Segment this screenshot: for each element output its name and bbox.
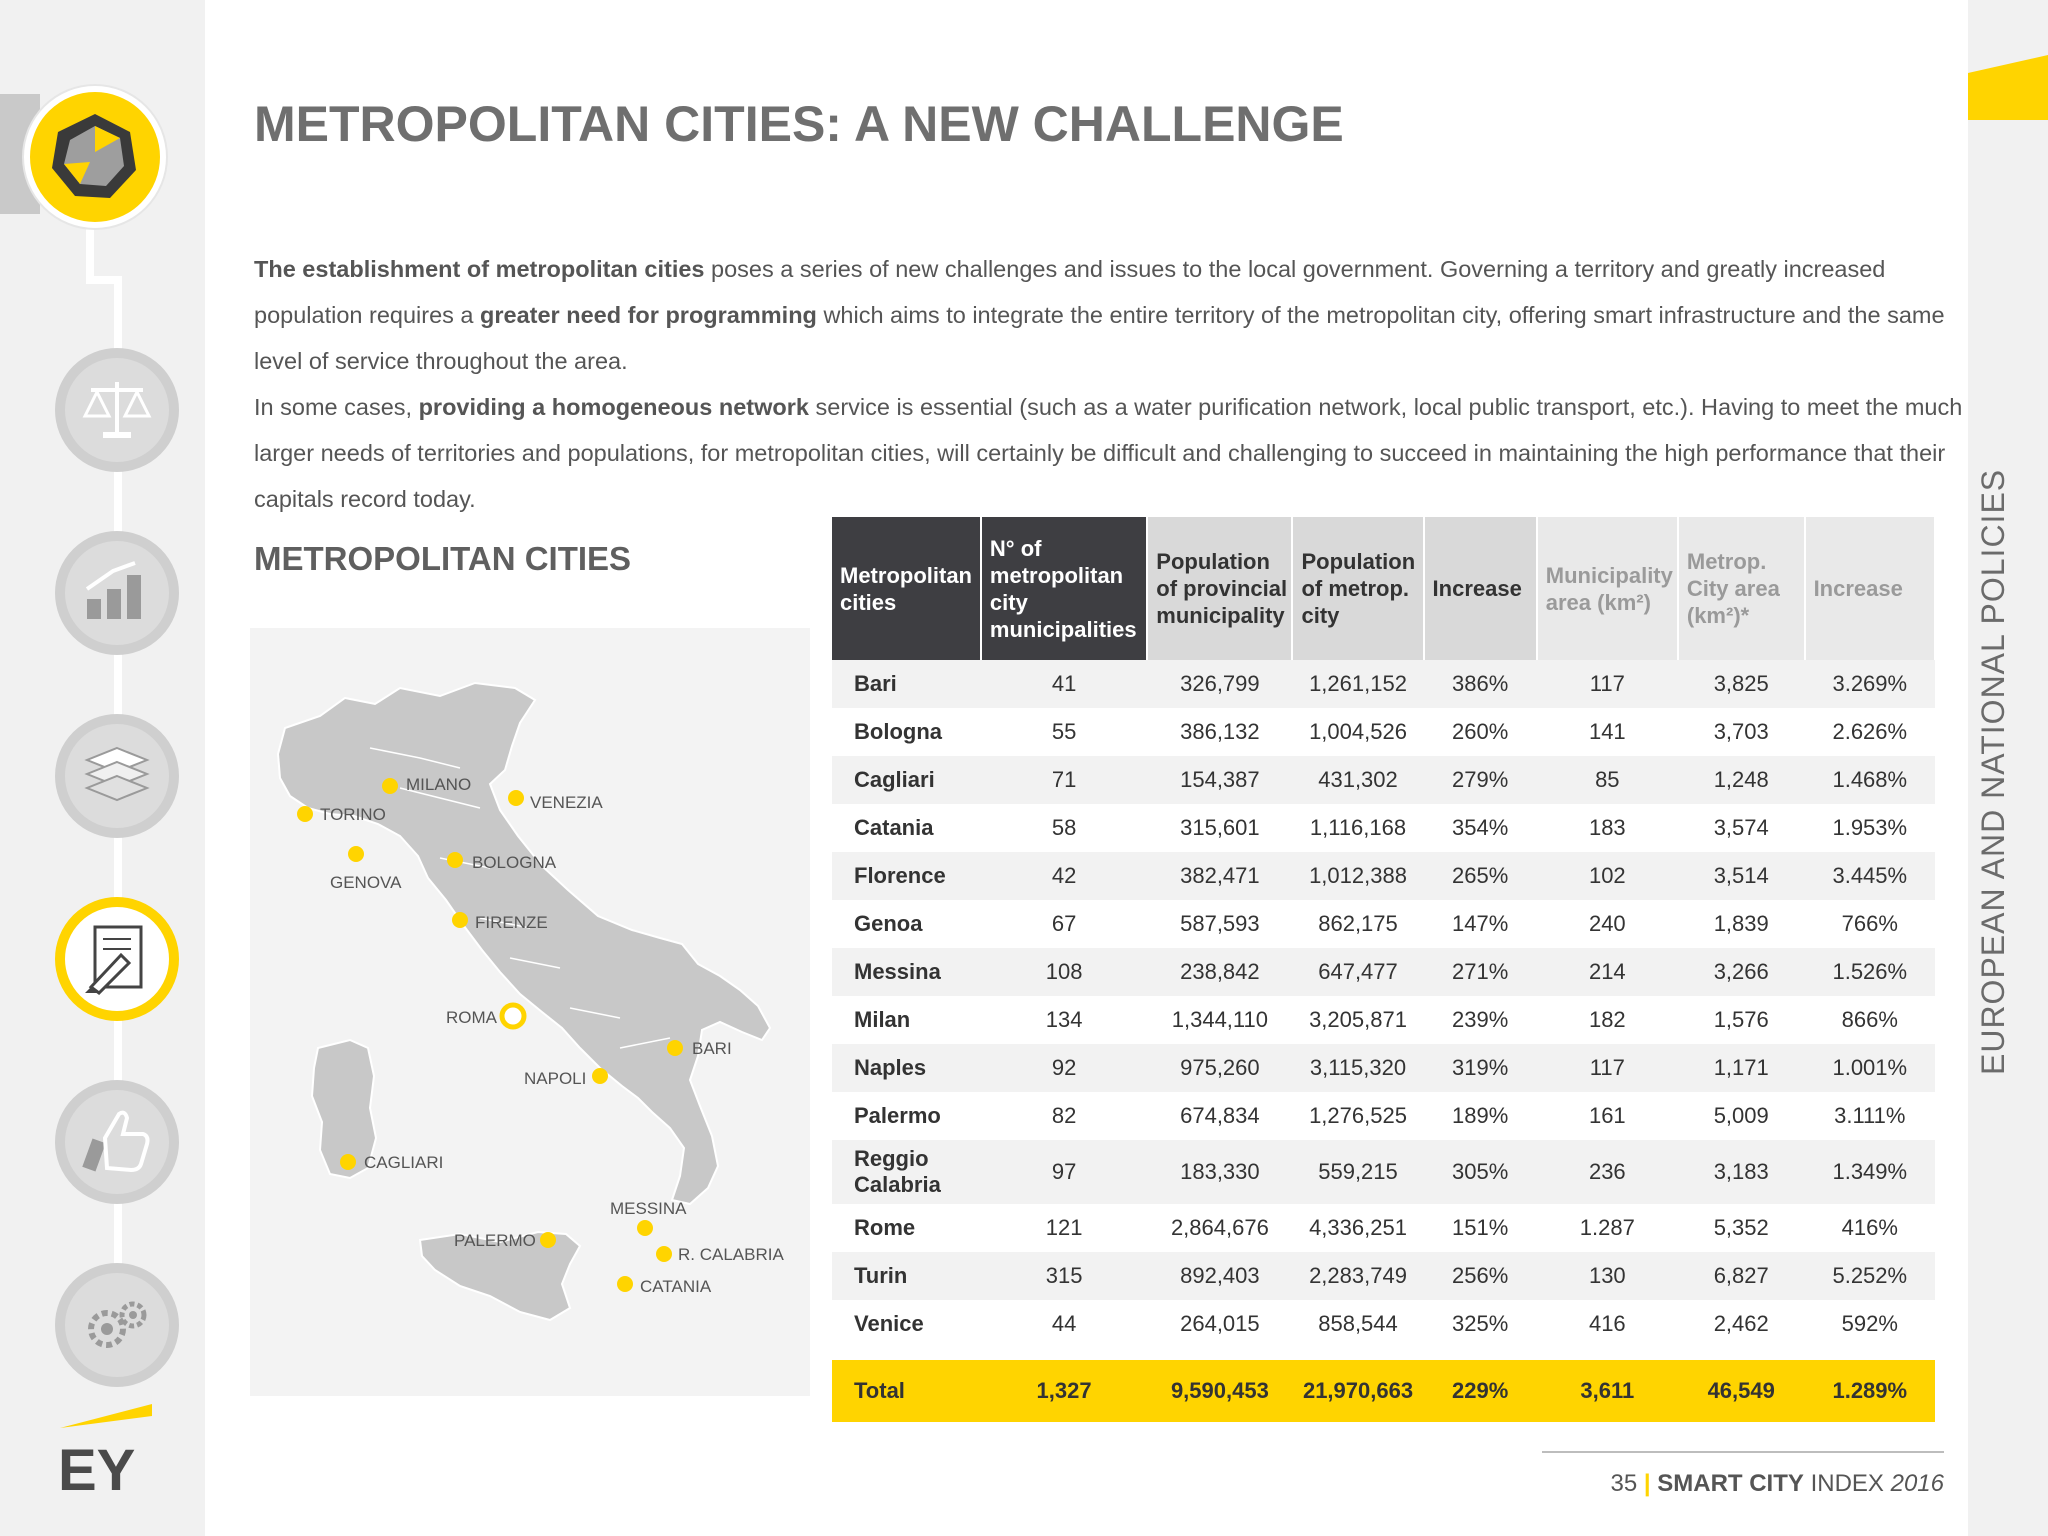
map-label-roma: ROMA	[446, 1008, 497, 1027]
city-dot-firenze	[452, 912, 468, 928]
yellow-corner-accent	[1968, 55, 2048, 120]
city-dot-rcalabria	[656, 1246, 672, 1262]
table-row	[832, 996, 1935, 1044]
cell-pop-prov: 264,015	[1180, 1311, 1260, 1336]
city-dot-cagliari	[340, 1154, 356, 1170]
cell-increase-2: 3.111%	[1834, 1103, 1906, 1128]
cell-n: 134	[1045, 1007, 1083, 1032]
city-dot-catania	[617, 1276, 633, 1292]
header-pop-provincial: Population of provincial municipality	[1147, 517, 1292, 660]
table-row	[832, 660, 1935, 708]
cell-n: 82	[1051, 1103, 1077, 1128]
table-row	[832, 1204, 1935, 1252]
cell-n: 71	[981, 756, 1147, 804]
header-metrop-area: Metrop. City area (km²)*	[1678, 517, 1805, 660]
cell-n: 55	[1051, 719, 1077, 744]
cell-n: 67	[1051, 911, 1077, 936]
cell-pop-metro: 1,116,168	[1309, 815, 1407, 840]
cell-area-metro: 3,703	[1713, 719, 1769, 744]
map-label-palermo: PALERMO	[454, 1231, 536, 1250]
table-row	[832, 1252, 1935, 1300]
cell-area-mun: 117	[1537, 660, 1678, 708]
table-row	[832, 852, 1935, 900]
ey-logo	[58, 1398, 158, 1498]
intro-text-3: In some cases,	[254, 394, 419, 420]
cell-n: 108	[981, 948, 1147, 996]
cell-pop-metro: 1,004,526	[1309, 719, 1407, 744]
cell-increase-2: 1.526%	[1805, 948, 1935, 996]
cell-pop-prov: 975,260	[1147, 1044, 1292, 1092]
cell-area-metro: 3,574	[1713, 815, 1769, 840]
cell-area-mun: 117	[1537, 1044, 1678, 1092]
cell-pop-prov: 382,471	[1147, 852, 1292, 900]
cell-increase-2: 2.626%	[1832, 719, 1908, 744]
cell-n: 315	[981, 1252, 1147, 1300]
cell-pop-prov: 674,834	[1180, 1103, 1260, 1128]
cell-area-metro: 5,009	[1713, 1103, 1769, 1128]
cell-area-mun: 416	[1588, 1311, 1626, 1336]
city-dot-torino	[297, 806, 313, 822]
city-dot-genova	[348, 846, 364, 862]
cell-city: Bologna	[854, 719, 942, 744]
city-dot-roma	[502, 1005, 524, 1027]
cell-city: Messina	[832, 948, 981, 996]
map-label-cagliari: CAGLIARI	[364, 1153, 444, 1172]
cell-increase-1: 239%	[1452, 1007, 1509, 1032]
map-label-napoli: NAPOLI	[524, 1069, 587, 1088]
map-label-bari: BARI	[692, 1039, 732, 1058]
header-increase-1: Increase	[1424, 517, 1537, 660]
cell-n: 97	[981, 1140, 1147, 1204]
table-row	[832, 948, 1935, 996]
cell-area-metro: 1,839	[1713, 911, 1769, 936]
map-label-catania: CATANIA	[640, 1277, 712, 1296]
document-pen-icon[interactable]	[55, 897, 179, 1021]
cell-city: Milan	[854, 1007, 911, 1032]
cell-city: Genoa	[854, 911, 923, 936]
table-row	[832, 1300, 1935, 1348]
map-label-firenze: FIRENZE	[475, 913, 548, 932]
cell-area-metro: 3,266	[1678, 948, 1805, 996]
page-footer	[1610, 1470, 1944, 1498]
cell-total-label: Total	[832, 1360, 981, 1422]
cell-city: Reggio Calabria	[832, 1140, 981, 1204]
cell-increase-1: 265%	[1424, 852, 1537, 900]
section-vertical-title: EUROPEAN AND NATIONAL POLICIES	[1975, 468, 2011, 1075]
cell-pop-metro: 559,215	[1292, 1140, 1423, 1204]
cell-area-mun: 141	[1588, 719, 1626, 744]
cell-city: Catania	[854, 815, 934, 840]
cell-total-area-mun: 3,611	[1537, 1360, 1678, 1422]
intro-bold-2: greater need for programming	[480, 302, 817, 328]
cell-total-pop-prov: 9,590,453	[1147, 1360, 1292, 1422]
cell-city: Naples	[832, 1044, 981, 1092]
italy-map	[250, 628, 810, 1396]
cell-total-area-metro: 46,549	[1678, 1360, 1805, 1422]
cell-area-mun: 240	[1588, 911, 1626, 936]
intro-bold-1: The establishment of metropolitan cities	[254, 256, 705, 282]
cell-city: Turin	[832, 1252, 981, 1300]
table-row	[832, 1044, 1935, 1092]
city-dot-messina	[637, 1220, 653, 1236]
cell-pop-metro: 431,302	[1292, 756, 1423, 804]
cell-area-metro: 1,248	[1678, 756, 1805, 804]
map-label-venezia: VENEZIA	[530, 793, 603, 812]
table-row	[832, 756, 1935, 804]
cell-pop-prov: 1,344,110	[1171, 1007, 1268, 1032]
intro-paragraph-1	[254, 246, 1964, 384]
cell-increase-2: 592%	[1841, 1311, 1898, 1336]
intro-bold-3: providing a homogeneous network	[418, 394, 809, 420]
cell-area-metro: 5,352	[1713, 1215, 1769, 1240]
footer-separator: |	[1643, 1470, 1651, 1497]
cell-area-mun: 161	[1588, 1103, 1626, 1128]
cell-increase-1: 325%	[1452, 1311, 1509, 1336]
cell-increase-1: 305%	[1424, 1140, 1537, 1204]
left-sidebar	[0, 0, 205, 1536]
cell-pop-metro: 3,115,320	[1292, 1044, 1423, 1092]
cell-pop-metro: 2,283,749	[1292, 1252, 1423, 1300]
city-dot-napoli	[592, 1068, 608, 1084]
cell-city: Cagliari	[832, 756, 981, 804]
cell-area-metro: 3,183	[1678, 1140, 1805, 1204]
cell-increase-2: 3.269%	[1805, 660, 1935, 708]
cell-increase-1: 151%	[1452, 1215, 1509, 1240]
layers-icon[interactable]	[55, 714, 179, 838]
cell-area-metro: 6,827	[1678, 1252, 1805, 1300]
cell-increase-1: 279%	[1424, 756, 1537, 804]
cell-total-pop-metro: 21,970,663	[1292, 1360, 1423, 1422]
cell-area-mun: 214	[1537, 948, 1678, 996]
gears-icon[interactable]	[55, 1263, 179, 1387]
cell-area-mun: 85	[1537, 756, 1678, 804]
cell-pop-metro: 1,276,525	[1309, 1103, 1407, 1128]
cell-area-mun: 1.287	[1579, 1215, 1635, 1240]
intro-text-1: poses a series of new challenges and issues to the local government. Governing a territory and greatly increased population requires a	[254, 256, 1886, 328]
cell-area-metro: 3,514	[1678, 852, 1805, 900]
cell-increase-1: 147%	[1452, 911, 1509, 936]
cell-increase-2: 866%	[1841, 1007, 1898, 1032]
intro-paragraph-2	[254, 384, 1964, 522]
cell-area-mun: 182	[1588, 1007, 1626, 1032]
cell-increase-1: 386%	[1424, 660, 1537, 708]
table-row	[832, 900, 1935, 948]
cell-area-mun: 183	[1588, 815, 1626, 840]
cell-pop-prov: 2,864,676	[1170, 1215, 1269, 1240]
cell-total-increase-2: 1.289%	[1805, 1360, 1935, 1422]
cell-increase-1: 256%	[1424, 1252, 1537, 1300]
table-row	[832, 804, 1935, 852]
cell-city: Venice	[854, 1311, 924, 1336]
cell-increase-2: 5.252%	[1805, 1252, 1935, 1300]
header-pop-metrop: Population of metrop. city	[1292, 517, 1423, 660]
map-label-genova: GENOVA	[330, 873, 402, 892]
cell-area-metro: 2,462	[1713, 1311, 1769, 1336]
cell-pop-metro: 858,544	[1318, 1311, 1398, 1336]
map-label-rcalabria: R. CALABRIA	[678, 1245, 784, 1264]
cell-area-mun: 236	[1537, 1140, 1678, 1204]
cell-increase-1: 260%	[1452, 719, 1509, 744]
city-dot-milano	[382, 778, 398, 794]
cell-n: 58	[1051, 815, 1077, 840]
page-number: 35	[1610, 1470, 1638, 1497]
footer-divider	[1542, 1451, 1944, 1453]
cell-pop-prov: 154,387	[1147, 756, 1292, 804]
cell-pop-metro: 3,205,871	[1309, 1007, 1407, 1032]
cell-pop-metro: 647,477	[1292, 948, 1423, 996]
city-dot-venezia	[508, 790, 524, 806]
cell-pop-metro: 1,012,388	[1292, 852, 1423, 900]
cell-increase-2: 1.001%	[1805, 1044, 1935, 1092]
cell-pop-metro: 862,175	[1318, 911, 1398, 936]
map-label-torino: TORINO	[320, 805, 386, 824]
cell-area-mun: 130	[1537, 1252, 1678, 1300]
cell-n: 92	[981, 1044, 1147, 1092]
footer-index: INDEX	[1810, 1470, 1884, 1497]
table-row	[832, 1140, 1935, 1204]
cell-increase-2: 3.445%	[1805, 852, 1935, 900]
cell-total-increase-1: 229%	[1424, 1360, 1537, 1422]
thumbs-up-icon[interactable]	[55, 1080, 179, 1204]
cell-n: 41	[981, 660, 1147, 708]
cell-increase-1: 271%	[1424, 948, 1537, 996]
cell-area-metro: 3,825	[1678, 660, 1805, 708]
page-title: METROPOLITAN CITIES: A NEW CHALLENGE	[254, 96, 1344, 152]
cell-increase-2: 1.953%	[1832, 815, 1908, 840]
map-label-milano: MILANO	[406, 775, 472, 794]
header-metropolitan-cities: Metropolitan cities	[832, 517, 981, 660]
bar-chart-icon[interactable]	[55, 531, 179, 655]
footer-brand: SMART CITY	[1657, 1470, 1804, 1497]
city-dot-bologna	[447, 852, 463, 868]
intro-text	[254, 246, 1964, 522]
city-dot-bari	[667, 1040, 683, 1056]
cell-city: Florence	[832, 852, 981, 900]
table-spacer	[832, 1348, 1935, 1360]
cell-pop-prov: 386,132	[1180, 719, 1260, 744]
cell-city: Rome	[854, 1215, 916, 1240]
table-row	[832, 1092, 1935, 1140]
cell-pop-metro: 1,261,152	[1292, 660, 1423, 708]
cell-total-n: 1,327	[981, 1360, 1147, 1422]
metropolitan-cities-table	[832, 517, 1936, 1422]
table-row	[832, 708, 1935, 756]
intro-text-2: which aims to integrate the entire territory of the metropolitan city, offering smart infrastructure and the same level of service throughout the area.	[254, 302, 1945, 374]
cell-pop-prov: 183,330	[1147, 1140, 1292, 1204]
cell-pop-prov: 587,593	[1180, 911, 1260, 936]
section-subtitle: METROPOLITAN CITIES	[254, 540, 632, 577]
cell-increase-1: 319%	[1424, 1044, 1537, 1092]
scales-icon[interactable]	[55, 348, 179, 472]
table-header-row	[832, 517, 1935, 660]
diamond-logo-icon[interactable]	[24, 86, 166, 228]
header-n-municipalities: N° of metropolitan city municipalities	[981, 517, 1147, 660]
cell-pop-prov: 892,403	[1147, 1252, 1292, 1300]
cell-increase-2: 766%	[1841, 911, 1898, 936]
intro-text-4: service is essential (such as a water purification network, local public transport, etc.). Having to meet the much larger needs of territories and populations, for metropolitan cities, will certainly be difficult and challenging to succeed in maintaining the high performance that their capitals record today.	[254, 394, 1963, 512]
cell-area-mun: 102	[1537, 852, 1678, 900]
city-dot-palermo	[540, 1232, 556, 1248]
cell-increase-1: 189%	[1452, 1103, 1509, 1128]
cell-n: 121	[1045, 1215, 1083, 1240]
footer-year: 2016	[1890, 1470, 1944, 1497]
cell-n: 44	[1051, 1311, 1077, 1336]
svg-text:EY: EY	[58, 1438, 136, 1498]
table-total-row	[832, 1360, 1935, 1422]
cell-city: Palermo	[854, 1103, 941, 1128]
cell-increase-2: 1.349%	[1805, 1140, 1935, 1204]
cell-n: 42	[981, 852, 1147, 900]
cell-city: Bari	[832, 660, 981, 708]
cell-pop-metro: 4,336,251	[1309, 1215, 1407, 1240]
cell-area-metro: 1,576	[1713, 1007, 1769, 1032]
cell-increase-2: 416%	[1841, 1215, 1898, 1240]
cell-increase-1: 354%	[1452, 815, 1509, 840]
cell-area-metro: 1,171	[1678, 1044, 1805, 1092]
cell-increase-2: 1.468%	[1805, 756, 1935, 804]
cell-pop-prov: 238,842	[1147, 948, 1292, 996]
cell-pop-prov: 326,799	[1147, 660, 1292, 708]
map-label-bologna: BOLOGNA	[472, 853, 557, 872]
map-label-messina: MESSINA	[610, 1199, 687, 1218]
cell-pop-prov: 315,601	[1180, 815, 1260, 840]
header-increase-2: Increase	[1805, 517, 1935, 660]
header-municipality-area: Municipality area (km²)	[1537, 517, 1678, 660]
